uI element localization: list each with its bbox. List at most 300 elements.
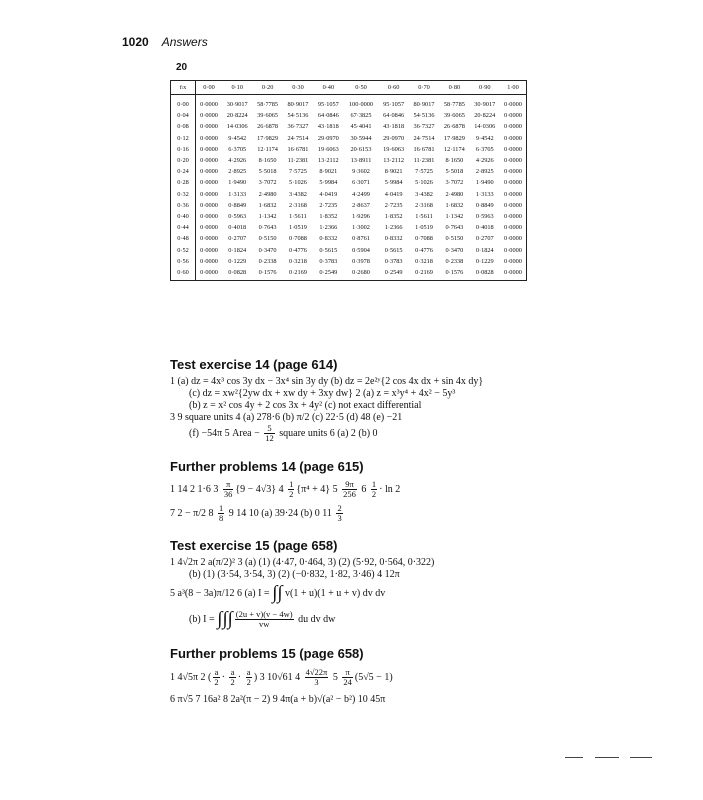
- table-cell: 0·3783: [384, 257, 403, 265]
- answer-line: (b) (1) (3·54, 3·54, 3) (2) (−0·832, 1·82, 3·46) 4 12π: [189, 569, 400, 580]
- integral-sign: ∫∫: [272, 582, 283, 604]
- table-cell: 1·1342: [445, 212, 464, 220]
- table-cell: 0·4776: [415, 246, 433, 254]
- table-cell: 0·5150: [445, 235, 464, 243]
- fraction-denominator: 2: [371, 489, 377, 500]
- table-cell: 4·2926: [475, 157, 494, 165]
- table-row: [171, 200, 527, 211]
- table-cell: 95·1057: [317, 101, 339, 109]
- row-header-cell: 0·44: [171, 222, 196, 233]
- table-cell: 16·6781: [413, 145, 435, 153]
- row-header-cell: 0·40: [171, 211, 196, 222]
- fraction-denominator: 2: [289, 489, 294, 500]
- table-cell: 11·2381: [287, 157, 309, 165]
- table-cell: 0·5615: [384, 246, 403, 254]
- row-header-cell: 0·28: [171, 177, 196, 188]
- table-cell: 0·0000: [200, 157, 218, 165]
- section-title: Test exercise 15 (page 658): [170, 538, 338, 553]
- table-cell: 1·3002: [352, 224, 370, 232]
- table-cell: 0·0000: [500, 200, 527, 211]
- fraction-numerator: (2u + v)(v − 4w): [235, 609, 293, 620]
- page-header: [122, 35, 208, 50]
- fraction: [305, 668, 329, 687]
- table-cell: 0·0000: [500, 189, 527, 200]
- table-cell: 0·2549: [378, 267, 408, 281]
- fraction-numerator: 2: [337, 503, 342, 514]
- table-cell: 43·1818: [383, 123, 405, 131]
- running-title: Answers: [161, 35, 208, 49]
- section-title: Further problems 14 (page 615): [170, 459, 364, 474]
- table-cell: 0·3470: [445, 246, 464, 254]
- answer-text: {9 − 4√3} 4: [235, 484, 287, 495]
- table-cell: 5·9984: [384, 179, 403, 187]
- table-row: [171, 189, 527, 200]
- table-cell: 17·9829: [443, 134, 465, 142]
- table-cell: 0·3218: [415, 257, 433, 265]
- table-cell: 0·0000: [196, 267, 223, 281]
- table-cell: 0·0000: [500, 222, 527, 233]
- table-cell: 6·3071: [352, 179, 370, 187]
- answer-text: 6: [358, 484, 369, 495]
- table-cell: 0·0000: [500, 155, 527, 166]
- table-cell: 2·4980: [445, 190, 464, 198]
- table-row: [171, 244, 527, 255]
- table-cell: 0·8849: [475, 201, 494, 209]
- table-cell: 0·3470: [258, 246, 277, 254]
- table-cell: 64·0846: [317, 112, 339, 120]
- table-cell: 2·8925: [228, 168, 247, 176]
- table-cell: 0·8761: [352, 235, 370, 243]
- fraction-denominator: 2: [230, 677, 235, 688]
- table-cell: 4·0419: [319, 190, 338, 198]
- table-cell: 0·0000: [500, 121, 527, 132]
- table-cell: 0·2549: [313, 267, 343, 281]
- fraction: [342, 480, 357, 499]
- answer-text: (5√5 − 1): [354, 672, 393, 683]
- row-header-cell: 0·52: [171, 244, 196, 255]
- table-body: [171, 95, 527, 281]
- column-header: 0·30: [283, 81, 313, 95]
- table-cell: 0·7643: [258, 224, 277, 232]
- fraction: [288, 480, 294, 499]
- table-cell: 0·2169: [283, 267, 313, 281]
- table-cell: 24·7514: [413, 134, 435, 142]
- table-cell: 0·0000: [200, 168, 218, 176]
- table-cell: 5·5018: [258, 168, 277, 176]
- fraction-denominator: 256: [343, 489, 356, 500]
- column-header: 0·40: [313, 81, 343, 95]
- table-cell: 19·6063: [317, 145, 339, 153]
- table-cell: 0·4018: [475, 224, 494, 232]
- table-cell: 0·2707: [475, 235, 494, 243]
- table-row: [171, 256, 527, 267]
- table-cell: 1·0519: [289, 224, 307, 232]
- fraction-numerator: 1: [218, 503, 224, 514]
- table-row: [171, 121, 527, 132]
- table-cell: 3·4382: [415, 190, 433, 198]
- table-cell: 1·1342: [258, 212, 277, 220]
- table-cell: 14·0306: [474, 123, 496, 131]
- table-cell: 3·7072: [258, 179, 277, 187]
- answer-line: 3 9 square units 4 (a) 278·6 (b) π/2 (c) 22·5 (d) 48 (e) −21: [170, 412, 403, 423]
- table-cell: 0·0000: [500, 267, 527, 281]
- table-cell: 11·2381: [413, 157, 435, 165]
- fraction-denominator: 36: [223, 489, 233, 500]
- row-header-cell: 0·16: [171, 144, 196, 155]
- table-cell: 7·5725: [415, 168, 433, 176]
- table-cell: 16·6781: [287, 145, 309, 153]
- table-cell: 36·7327: [413, 123, 435, 131]
- table-cell: 80·9017: [287, 101, 309, 109]
- answer-line: (b) z = x² cos 4y + 2 cos 3x + 4y² (c) not exact differential: [189, 400, 422, 411]
- column-header: 0·60: [378, 81, 408, 95]
- fraction-denominator: 3: [314, 677, 319, 688]
- answer-line: [170, 424, 590, 443]
- fraction: [213, 668, 219, 687]
- fraction-denominator: 12: [265, 433, 274, 443]
- table-cell: 20·8224: [226, 112, 248, 120]
- answer-line: 6 π√5 7 16a² 8 2a²(π − 2) 9 4π(a + b)√(a² − b²) 10 45π: [170, 694, 386, 705]
- table-cell: 8·1650: [258, 157, 277, 165]
- table-cell: 0·0000: [500, 166, 527, 177]
- table-cell: 0·0000: [200, 201, 218, 209]
- table-cell: 1·3133: [228, 190, 247, 198]
- answer-text: 7 2 − π/2 8: [170, 508, 216, 519]
- fraction-numerator: 4√22π: [305, 667, 328, 678]
- table-cell: 0·0000: [500, 110, 527, 121]
- table-cell: 67·3825: [350, 112, 372, 120]
- table-cell: 0·0000: [500, 256, 527, 267]
- table-cell: 54·5136: [413, 112, 435, 120]
- table-row: [171, 144, 527, 155]
- table-cell: 0·0000: [200, 179, 218, 187]
- answer-text: square units 6 (a) 2 (b) 0: [276, 427, 378, 439]
- column-header: 0·20: [252, 81, 282, 95]
- table-cell: 0·4018: [228, 224, 247, 232]
- table-row: [171, 133, 527, 144]
- table-cell: 0·0000: [500, 95, 527, 111]
- further-problems-15: [170, 646, 590, 709]
- table-cell: 24·7514: [287, 134, 309, 142]
- answer-text: 1 4√5π 2 (: [170, 672, 212, 683]
- table-cell: 36·7327: [287, 123, 309, 131]
- column-header: 0·50: [344, 81, 379, 95]
- table-cell: 58·7785: [443, 101, 465, 109]
- table-cell: 0·2338: [258, 257, 277, 265]
- table-row: [171, 95, 527, 111]
- further-problems-14: [170, 459, 590, 526]
- table-cell: 5·1026: [415, 179, 433, 187]
- table-cell: 0·0000: [200, 257, 218, 265]
- section-title: Test exercise 14 (page 614): [170, 357, 338, 372]
- fraction-denominator: 2: [214, 677, 219, 688]
- table-cell: 30·5944: [350, 134, 372, 142]
- fraction: [223, 480, 234, 499]
- answer-text: 1 14 2 1·6 3: [170, 484, 221, 495]
- fraction-denominator: 24: [343, 677, 352, 688]
- table-cell: 17·9829: [257, 134, 279, 142]
- table-cell: 2·8925: [475, 168, 494, 176]
- table-cell: 0·1576: [439, 267, 469, 281]
- table-cell: 2·3168: [289, 201, 307, 209]
- table-cell: 0·0000: [200, 134, 218, 142]
- answer-line: [170, 502, 590, 526]
- table-cell: 0·5615: [319, 246, 338, 254]
- table-row: [171, 166, 527, 177]
- table-cell: 1·5611: [415, 212, 433, 220]
- table-cell: 0·5150: [258, 235, 277, 243]
- table-cell: 1·6832: [445, 201, 464, 209]
- table-cell: 0·0828: [470, 267, 500, 281]
- table-cell: 0·1576: [252, 267, 282, 281]
- fraction-numerator: 5: [264, 424, 275, 434]
- table-cell: 2·7235: [384, 201, 403, 209]
- answer-text: 5: [330, 672, 341, 683]
- table-cell: 54·5136: [287, 112, 309, 120]
- table-cell: 1·8352: [384, 212, 403, 220]
- row-header-cell: 0·00: [171, 95, 196, 111]
- table-cell: 0·1229: [228, 257, 247, 265]
- table-cell: 5·1026: [289, 179, 307, 187]
- table-cell: 26·6878: [257, 123, 279, 131]
- table-row: [171, 110, 527, 121]
- table-cell: 0·5963: [475, 212, 494, 220]
- table-cell: 1·9296: [352, 212, 370, 220]
- table-cell: 0·0000: [200, 190, 218, 198]
- test-exercise-14: [170, 357, 590, 443]
- table-cell: 9·4542: [475, 134, 494, 142]
- answer-text: ·: [237, 672, 244, 683]
- table-cell: 0·8849: [228, 201, 247, 209]
- row-header-cell: 0·20: [171, 155, 196, 166]
- table-cell: 0·7643: [445, 224, 464, 232]
- row-header-cell: 0·36: [171, 200, 196, 211]
- table-cell: 20·8224: [474, 112, 496, 120]
- table-cell: 1·2366: [384, 224, 403, 232]
- fraction-numerator: 1: [371, 479, 377, 490]
- table-cell: 39·6065: [443, 112, 465, 120]
- table-cell: 1·2366: [319, 224, 338, 232]
- table-cell: 0·3783: [319, 257, 338, 265]
- table-cell: 4·2499: [352, 190, 370, 198]
- table-row: [171, 177, 527, 188]
- fraction: [246, 668, 252, 687]
- table-cell: 0·1229: [475, 257, 494, 265]
- table-row: [171, 155, 527, 166]
- answer-text: ) 3 10√61 4: [253, 672, 303, 683]
- table-cell: 64·0846: [383, 112, 405, 120]
- fraction-denominator: 3: [337, 513, 342, 524]
- table-cell: 0·7088: [289, 235, 307, 243]
- table-cell: 0·2680: [344, 267, 379, 281]
- table-cell: 0·8332: [384, 235, 403, 243]
- table-cell: 0·4776: [289, 246, 307, 254]
- table-cell: 0·0828: [222, 267, 252, 281]
- table-row: [171, 267, 527, 281]
- table-row: [171, 222, 527, 233]
- table-cell: 0·0000: [200, 112, 218, 120]
- row-header-cell: 0·04: [171, 110, 196, 121]
- table-cell: 9·3602: [352, 168, 370, 176]
- answer-line: [170, 665, 590, 691]
- table-cell: 0·0000: [500, 133, 527, 144]
- table-cell: 43·1818: [317, 123, 339, 131]
- answer-text: 9 14 10 (a) 39·24 (b) 0 11: [226, 508, 335, 519]
- table-header-row: [171, 81, 527, 95]
- table-cell: 0·8332: [319, 235, 338, 243]
- table-cell: 0·0000: [500, 211, 527, 222]
- table-cell: 58·7785: [257, 101, 279, 109]
- table-cell: 0·1824: [228, 246, 247, 254]
- fraction-denominator: 8: [218, 513, 224, 524]
- table-cell: 29·0970: [317, 134, 339, 142]
- table-cell: 5·9984: [319, 179, 338, 187]
- table-cell: 12·1174: [257, 145, 278, 153]
- table-cell: 0·7088: [415, 235, 433, 243]
- table-cell: 0·5904: [352, 246, 370, 254]
- table-cell: 0·0000: [200, 101, 218, 109]
- table-cell: 0·2169: [409, 267, 439, 281]
- test-exercise-15: [170, 538, 590, 633]
- table-cell: 0·0000: [500, 233, 527, 244]
- fraction: [336, 504, 342, 523]
- table-cell: 30·9017: [226, 101, 248, 109]
- table-cell: 4·0419: [384, 190, 403, 198]
- fraction: [229, 668, 235, 687]
- table-cell: 2·4980: [258, 190, 277, 198]
- table-label: 20: [176, 62, 188, 73]
- table-cell: 39·6065: [257, 112, 279, 120]
- table-cell: 1·8352: [319, 212, 338, 220]
- table-cell: 26·6878: [443, 123, 465, 131]
- fraction: [371, 480, 377, 499]
- fraction-denominator: 2: [246, 677, 251, 688]
- table-cell: 0·0000: [200, 212, 218, 220]
- answer-text: v(1 + u)(1 + u + v) dv dv: [282, 588, 386, 599]
- answer-line: [170, 607, 590, 633]
- table-cell: 0·0000: [500, 177, 527, 188]
- footer-rule: [595, 757, 619, 758]
- column-header: 1·00: [500, 81, 527, 95]
- fraction-numerator: π: [342, 668, 353, 678]
- integral-sign: ∫∫∫: [217, 608, 233, 630]
- answer-text: {π⁴ + 4} 5: [296, 484, 341, 495]
- answer-text: 5 a³(8 − 3a)π/12 6 (a) I =: [170, 588, 273, 599]
- fraction-numerator: 1: [289, 479, 294, 490]
- table-cell: 29·0970: [383, 134, 405, 142]
- answer-text: ·: [221, 672, 228, 683]
- table-cell: 2·3168: [415, 201, 433, 209]
- table-cell: 20·6153: [350, 145, 372, 153]
- answer-line: [170, 581, 590, 607]
- fraction-numerator: a: [246, 667, 251, 678]
- table-cell: 2·7235: [319, 201, 338, 209]
- table-cell: 1·6832: [258, 201, 277, 209]
- table-cell: 0·0000: [200, 235, 218, 243]
- row-header-cell: 0·60: [171, 267, 196, 281]
- table-cell: 0·0000: [500, 244, 527, 255]
- table-cell: 12·1174: [443, 145, 465, 153]
- table-cell: 13·2112: [383, 157, 404, 165]
- answer-text: du dv dw: [295, 614, 336, 625]
- table-cell: 100·0000: [348, 101, 374, 109]
- answer-line: (c) dz = xw²{2yw dx + xw dy + 3xy dw} 2 (a) z = x³y⁴ + 4x² − 5y³: [189, 388, 456, 399]
- answer-line: 1 4√2π 2 a(π/2)² 3 (a) (1) (4·47, 0·464, 3) (2) (5·92, 0·564, 0·322): [170, 557, 435, 568]
- fraction-denominator: vw: [258, 619, 270, 630]
- answer-line: [170, 478, 590, 502]
- table-cell: 0·3978: [352, 257, 370, 265]
- table-cell: 0·1824: [475, 246, 494, 254]
- table-cell: 0·5963: [228, 212, 247, 220]
- data-table: [170, 80, 527, 281]
- table-cell: 14·0306: [226, 123, 248, 131]
- fraction: [218, 504, 224, 523]
- table-cell: 0·0000: [200, 145, 218, 153]
- table-cell: 0·0000: [200, 123, 218, 131]
- table-cell: 0·0000: [200, 224, 218, 232]
- table-cell: 1·5611: [289, 212, 307, 220]
- fraction-numerator: π: [223, 480, 234, 490]
- fraction-numerator: a: [230, 667, 235, 678]
- table-cell: 1·9490: [475, 179, 494, 187]
- table-cell: 1·3133: [475, 190, 494, 198]
- table-cell: 3·4382: [289, 190, 307, 198]
- table-cell: 0·0000: [200, 246, 218, 254]
- answer-text: (f) −54π 5 Area −: [189, 427, 263, 439]
- answer-text: · ln 2: [379, 484, 401, 495]
- table-cell: 3·7072: [445, 179, 464, 187]
- column-header: 0·00: [196, 81, 223, 95]
- table-cell: 6·3705: [475, 145, 494, 153]
- fraction-numerator: 9π: [342, 480, 357, 490]
- table-cell: 45·4041: [350, 123, 372, 131]
- table-cell: 19·6063: [383, 145, 405, 153]
- row-header-cell: 0·56: [171, 256, 196, 267]
- column-header: 0·90: [470, 81, 500, 95]
- table-cell: 95·1057: [383, 101, 405, 109]
- table-cell: 0·2338: [445, 257, 464, 265]
- column-header: 0·10: [222, 81, 252, 95]
- table-row: [171, 211, 527, 222]
- table-cell: 6·3705: [228, 145, 247, 153]
- answer-text: (b) I =: [189, 614, 218, 625]
- table-cell: 1·9490: [228, 179, 247, 187]
- row-header-cell: 0·08: [171, 121, 196, 132]
- column-header: 0·80: [439, 81, 469, 95]
- fraction: [235, 610, 294, 629]
- table-cell: 13·2112: [317, 157, 339, 165]
- column-header: 0·70: [409, 81, 439, 95]
- table-cell: 4·2926: [228, 157, 247, 165]
- table-cell: 0·0000: [500, 144, 527, 155]
- footer-rule: [630, 757, 652, 758]
- row-header-cell: 0·24: [171, 166, 196, 177]
- table-cell: 9·4542: [228, 134, 247, 142]
- table-cell: 13·8911: [350, 157, 372, 165]
- table-cell: 1·0519: [415, 224, 433, 232]
- footer-rule: [565, 757, 583, 758]
- table-cell: 8·9021: [384, 168, 403, 176]
- table-cell: 7·5725: [289, 168, 307, 176]
- section-title: Further problems 15 (page 658): [170, 646, 364, 661]
- fraction-numerator: a: [214, 667, 219, 678]
- table-cell: 0·3218: [289, 257, 307, 265]
- row-header-cell: 0·32: [171, 189, 196, 200]
- table-cell: 8·9021: [319, 168, 338, 176]
- fraction: [264, 424, 275, 443]
- answer-line: 1 (a) dz = 4x³ cos 3y dx − 3x⁴ sin 3y dy (b) dz = 2e²ʸ{2 cos 4x dx + sin 4x dy}: [170, 376, 484, 387]
- table-cell: 30·9017: [474, 101, 496, 109]
